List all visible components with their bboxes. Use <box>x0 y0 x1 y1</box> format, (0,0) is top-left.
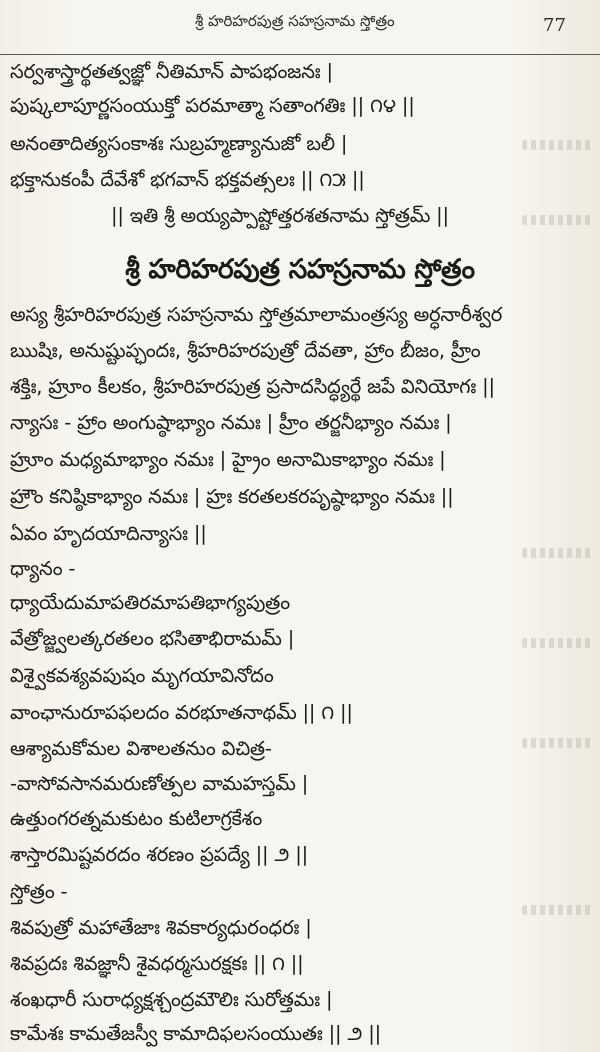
body-line: శివపుత్రో మహాతేజాః శివకార్యధురంధరః | <box>10 916 312 939</box>
body-line: ధ్యానం - <box>10 557 76 580</box>
body-line: శాస్తారమిష్టవరదం శరణం ప్రపద్యే || ౨ || <box>10 843 308 866</box>
header-title: శ్రీ హరిహరపుత్ర సహస్రనామ స్తోత్రం <box>195 12 395 30</box>
body-line: -వాసోవసానమరుణోత్పల వామహస్తమ్ | <box>10 772 309 795</box>
body-line: వేత్రోజ్జ్వలత్కరతలం భసితాభిరామమ్ | <box>10 627 295 650</box>
body-line: స్తోత్రం - <box>10 880 68 903</box>
body-line: ఆశ్యామకోమల విశాలతనుం విచిత్ర- <box>10 737 272 760</box>
body-line: శక్తిః, హ్రూం కీలకం, శ్రీహరిహరపుత్ర ప్రసాదసిద్ధ్యర్థే జపే వినియోగః || <box>10 375 495 398</box>
body-line: హ్రూం మధ్యమాభ్యాం నమః | హ్రైం అనామికాభ్యాం నమః | <box>10 448 446 471</box>
body-line: శివప్రదః శివజ్ఞానీ శైవధర్మసురక్షకః || ౧ || <box>10 952 304 975</box>
body-line: ఉత్తుంగరత్నమకుటం కుటిలాగ్రకేశం <box>10 807 263 830</box>
section-title: శ్రీ హరిహరపుత్ర సహస్రనామ స్తోత్రం <box>125 254 475 285</box>
body-line: కామేశః కామతేజస్వీ కామాదిఫలసంయుతః || ౨ || <box>10 1022 381 1045</box>
body-line: న్యాసః - హ్రాం అంగుష్ఠాభ్యాం నమః | హ్రీం తర్జనీభ్యాం నమః | <box>10 411 452 434</box>
verse-line: అనంతాదిత్యసంకాశః సుబ్రహ్మణ్యానుజో బలీ | <box>10 132 348 155</box>
body-line: శంఖధారీ సురాధ్యక్షశ్చంద్రమౌలిః సురోత్తమః | <box>10 988 333 1011</box>
verse-line: సర్వశాస్త్రార్థతత్వజ్ఞో నీతిమాన్ పాపభంజనః | <box>10 60 333 83</box>
page-number: 77 <box>543 15 566 36</box>
body-line: ఏవం హృదయాదిన్యాసః || <box>10 522 207 545</box>
show-through-mark <box>522 638 594 648</box>
running-header <box>0 10 600 50</box>
body-line: విశ్వైకవశ్యవపుషం మృగయావినోదం <box>10 664 274 687</box>
verse-line: భక్తానుకంపీ దేవేశో భగవాన్ భక్తవత్సలః || ౧౫ || <box>10 168 365 191</box>
show-through-mark <box>522 140 594 150</box>
body-line: వాంఛానురూపఫలదం వరభూతనాథమ్ || ౧ || <box>10 701 353 724</box>
body-line: ధ్యాయేదుమాపతిరమాపతిభాగ్యపుత్రం <box>10 591 290 614</box>
show-through-mark <box>522 905 594 915</box>
body-line: అస్య శ్రీహరిహరపుత్ర సహస్రనామ స్తోత్రమాలామంత్రస్య అర్ధనారీశ్వర <box>10 303 503 326</box>
closing-line: || ఇతి శ్రీ అయ్యప్పాష్టోత్తరశతనామ స్తోత్రమ్ || <box>111 204 449 227</box>
verse-line: పుష్కలాపూర్ణసంయుక్తో పరమాత్మా సతాంగతిః || ౧౪ || <box>10 94 415 117</box>
header-rule <box>0 54 600 55</box>
show-through-mark <box>522 738 594 748</box>
show-through-mark <box>522 548 594 558</box>
body-line: హ్రౌం కనిష్ఠికాభ్యాం నమః | హ్రః కరతలకరపృష్ఠాభ్యాం నమః || <box>10 485 454 508</box>
body-line: ఋషిః, అనుష్టుప్ఛందః, శ్రీహరిహరపుత్రో దేవతా, హ్రాం బీజం, హ్రీం <box>10 339 481 362</box>
show-through-mark <box>522 215 594 225</box>
